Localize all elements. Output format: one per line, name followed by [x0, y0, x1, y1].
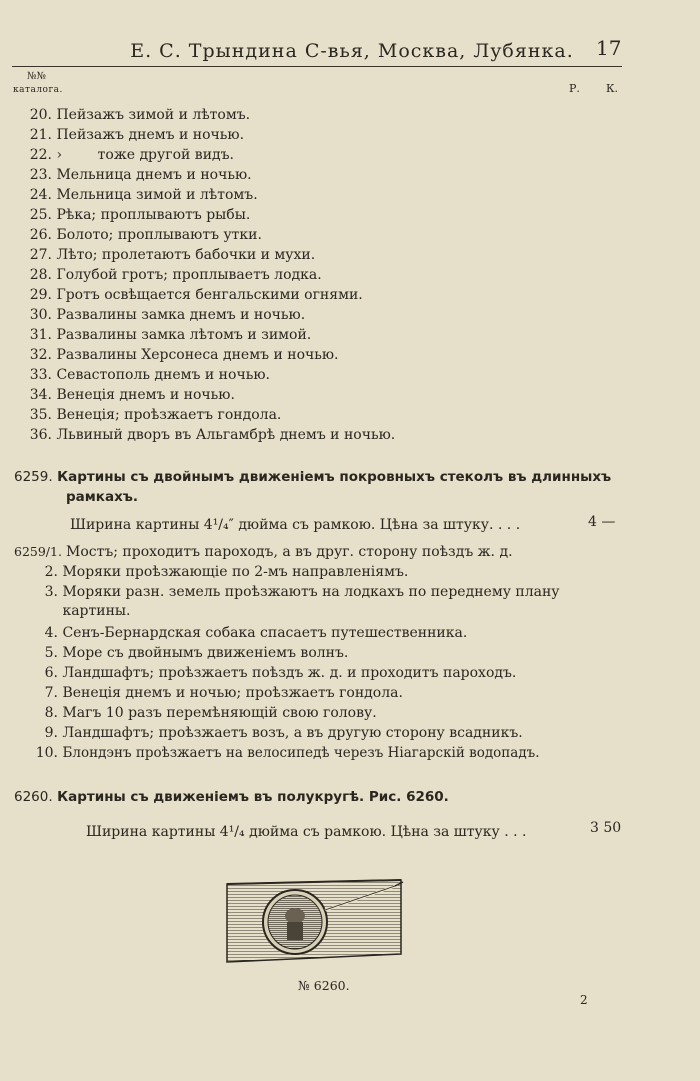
- item-6260-price: 3 50: [590, 820, 622, 836]
- list-item: 23. Мельница днемъ и ночью.: [29, 167, 252, 183]
- item-6260-heading: [14, 788, 449, 806]
- item-6259-heading: [14, 468, 611, 486]
- header-title: Е. С. Трындина С-вья, Москва, Лубянка.: [130, 40, 574, 62]
- list-item: 7. Венеція днемъ и ночью; проѣзжаетъ гондола.: [44, 685, 403, 701]
- list-item: 6. Ландшафтъ; проѣзжаетъ поѣздъ ж. д. и проходитъ пароходъ.: [44, 665, 517, 681]
- kopecks-column-label: К.: [606, 82, 619, 95]
- item-6260-width-note: Ширина картины 4¹/₄ дюйма съ рамкою. Цѣна за штуку . . .: [86, 824, 527, 840]
- item-6259-width-note: Ширина картины 4¹/₄″ дюйма съ рамкою. Цѣна за штуку. . . .: [70, 517, 521, 533]
- list-item: картины.: [62, 603, 131, 619]
- catalog-column-label: каталога.: [13, 85, 63, 95]
- item-6259-heading-cont: рамкахъ.: [66, 489, 139, 505]
- item-number: 6259.: [14, 469, 53, 485]
- list-item: 32. Развалины Херсонеса днемъ и ночью.: [29, 347, 339, 363]
- list-item: 2. Моряки проѣзжающіе по 2-мъ направленіямъ.: [44, 564, 409, 580]
- list-item: 33. Севастополь днемъ и ночью.: [29, 367, 270, 383]
- list-item: 21. Пейзажъ днемъ и ночью.: [29, 127, 245, 143]
- list-item: 28. Голубой гротъ; проплываетъ лодка.: [29, 267, 322, 283]
- list-item: 6259/1. Мостъ; проходитъ пароходъ, а въ друг. сторону поѣздъ ж. д.: [14, 544, 513, 560]
- list-item: 27. Лѣто; пролетаютъ бабочки и мухи.: [29, 247, 316, 263]
- rubles-column-label: Р.: [569, 82, 580, 95]
- item-title: Картины съ движеніемъ въ полукругѣ. Рис. 6260.: [57, 789, 449, 805]
- page-header: [12, 36, 622, 67]
- signature-mark: 2: [580, 993, 588, 1007]
- list-item: 31. Развалины замка лѣтомъ и зимой.: [29, 327, 312, 343]
- list-item: 22. › тоже другой видъ.: [29, 147, 234, 163]
- list-item: 10. Блондэнъ проѣзжаетъ на велосипедѣ черезъ Ніагарскій водопадъ.: [35, 745, 540, 761]
- list-item: 24. Мельница зимой и лѣтомъ.: [29, 187, 258, 203]
- list-item: 29. Гротъ освѣщается бенгальскими огнями.: [29, 287, 363, 303]
- list-item: 34. Венеція днемъ и ночью.: [29, 387, 235, 403]
- list-item: 3. Моряки разн. земель проѣзжаютъ на лодкахъ по переднему плану: [44, 584, 560, 600]
- item-6259-price: 4 —: [588, 514, 616, 530]
- list-item: 5. Море съ двойнымъ движеніемъ волнъ.: [44, 645, 349, 661]
- list-item: 26. Болото; проплываютъ утки.: [29, 227, 262, 243]
- list-item: 35. Венеція; проѣзжаетъ гондола.: [29, 407, 282, 423]
- item-number: 6260.: [14, 789, 53, 805]
- list-item: 25. Рѣка; проплываютъ рыбы.: [29, 207, 251, 223]
- list-item: 9. Ландшафтъ; проѣзжаетъ возъ, а въ другую сторону всадникъ.: [44, 725, 523, 741]
- list-item: 30. Развалины замка днемъ и ночью.: [29, 307, 306, 323]
- engraving-illustration: [225, 876, 405, 964]
- list-item: 4. Сенъ-Бернардская собака спасаетъ путешественника.: [44, 625, 468, 641]
- item-title: Картины съ двойнымъ движеніемъ покровныхъ стеколъ въ длинныхъ: [57, 469, 612, 485]
- list-item: 36. Львиный дворъ въ Альгамбрѣ днемъ и ночью.: [29, 427, 396, 443]
- list-item: 20. Пейзажъ зимой и лѣтомъ.: [29, 107, 251, 123]
- figure-caption: № 6260.: [298, 978, 350, 993]
- catalog-number-heading: №№: [27, 71, 46, 82]
- page-number: 17: [596, 36, 622, 60]
- list-item: 8. Магъ 10 разъ перемѣняющій свою голову.: [44, 705, 377, 721]
